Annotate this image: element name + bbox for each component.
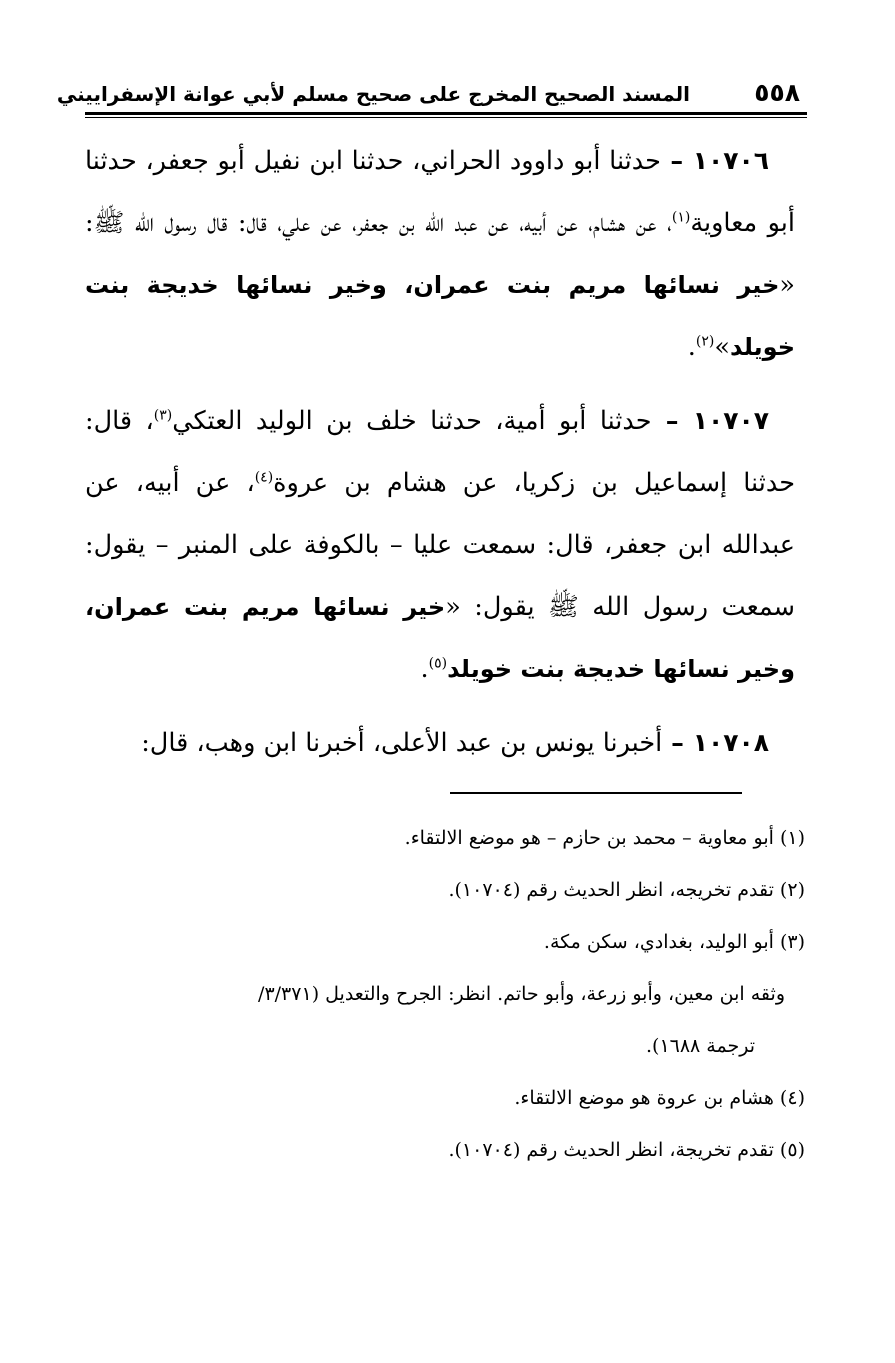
hadith-text: . [687, 332, 696, 362]
footnote-3-continuation-2: ترجمة ١٦٨٨). [645, 1035, 755, 1057]
hadith-10708 [85, 712, 795, 774]
footnote-3: (٣) أبو الوليد، بغدادي، سكن مكة. [543, 931, 805, 953]
running-title: المسند الصحيح المخرج على صحيح مسلم لأبي عوانة الإسفراييني [56, 82, 690, 106]
footnote-ref: (٣) [153, 407, 173, 424]
hadith-text: ، قال: حدثنا إسماعيل بن زكريا، عن هشام بن عروة [85, 406, 795, 498]
footnote-ref: (١) [671, 209, 691, 226]
footnote-1: (١) أبو معاوية – محمد بن حازم – هو موضع الالتقاء. [404, 827, 805, 849]
hadith-text: . [420, 654, 429, 684]
hadith-text: » [714, 332, 730, 362]
hadith-text: أخبرنا يونس بن عبد الأعلى، أخبرنا ابن وهب، قال: [141, 728, 663, 758]
header-rule-thin [85, 117, 807, 118]
header-rule-thick [85, 112, 807, 115]
footnote-separator [450, 792, 742, 794]
hadith-text: حدثنا أبو داوود الحراني، حدثنا ابن نفيل أبو جعفر، حدثنا أبو معاوية [85, 146, 795, 238]
footnote-ref: (٢) [695, 333, 715, 350]
hadith-number: ١٠٧٠٦ [692, 146, 769, 175]
hadith-10706 [85, 130, 795, 378]
main-text [85, 130, 795, 786]
hadith-text: حدثنا أبو أمية، حدثنا خلف بن الوليد العتكي [172, 406, 652, 436]
hadith-text: ، عن هشام، عن أبيه، عن عبد الله بن جعفر، عن علي، قال: قال رسول الله ﷺ: « [85, 208, 795, 300]
hadith-quote: خير نسائها مريم بنت عمران، وخير نسائها خديجة بنت خويلد [85, 271, 795, 361]
hadith-quote: خير نسائها مريم بنت عمران، وخير نسائها خديجة بنت خويلد [85, 593, 795, 683]
footnote-ref: (٥) [428, 655, 448, 672]
page-number: ٥٥٨ [754, 78, 800, 107]
hadith-number: ١٠٧٠٨ [692, 728, 769, 757]
footnote-4: (٤) هشام بن عروة هو موضع الالتقاء. [514, 1087, 805, 1109]
footnote-3-continuation: وثقه ابن معين، وأبو زرعة، وأبو حاتم. انظر: الجرح والتعديل (٣/٣٧١/ [258, 983, 785, 1005]
hadith-text: ، عن أبيه، عن عبدالله ابن جعفر، قال: سمعت عليا – بالكوفة على المنبر – يقول: سمعت رسول الله ﷺ يقول: « [85, 468, 795, 622]
footnotes [85, 812, 805, 1176]
footnote-ref: (٤) [254, 469, 274, 486]
footnote-2: (٢) تقدم تخريجه، انظر الحديث رقم (١٠٧٠٤). [448, 879, 805, 901]
hadith-dash: – [660, 146, 693, 176]
hadith-10707 [85, 390, 795, 700]
hadith-number: ١٠٧٠٧ [692, 406, 770, 435]
footnote-5: (٥) تقدم تخريجة، انظر الحديث رقم (١٠٧٠٤). [448, 1139, 805, 1161]
hadith-dash: – [662, 728, 693, 758]
hadith-dash: – [651, 406, 693, 436]
